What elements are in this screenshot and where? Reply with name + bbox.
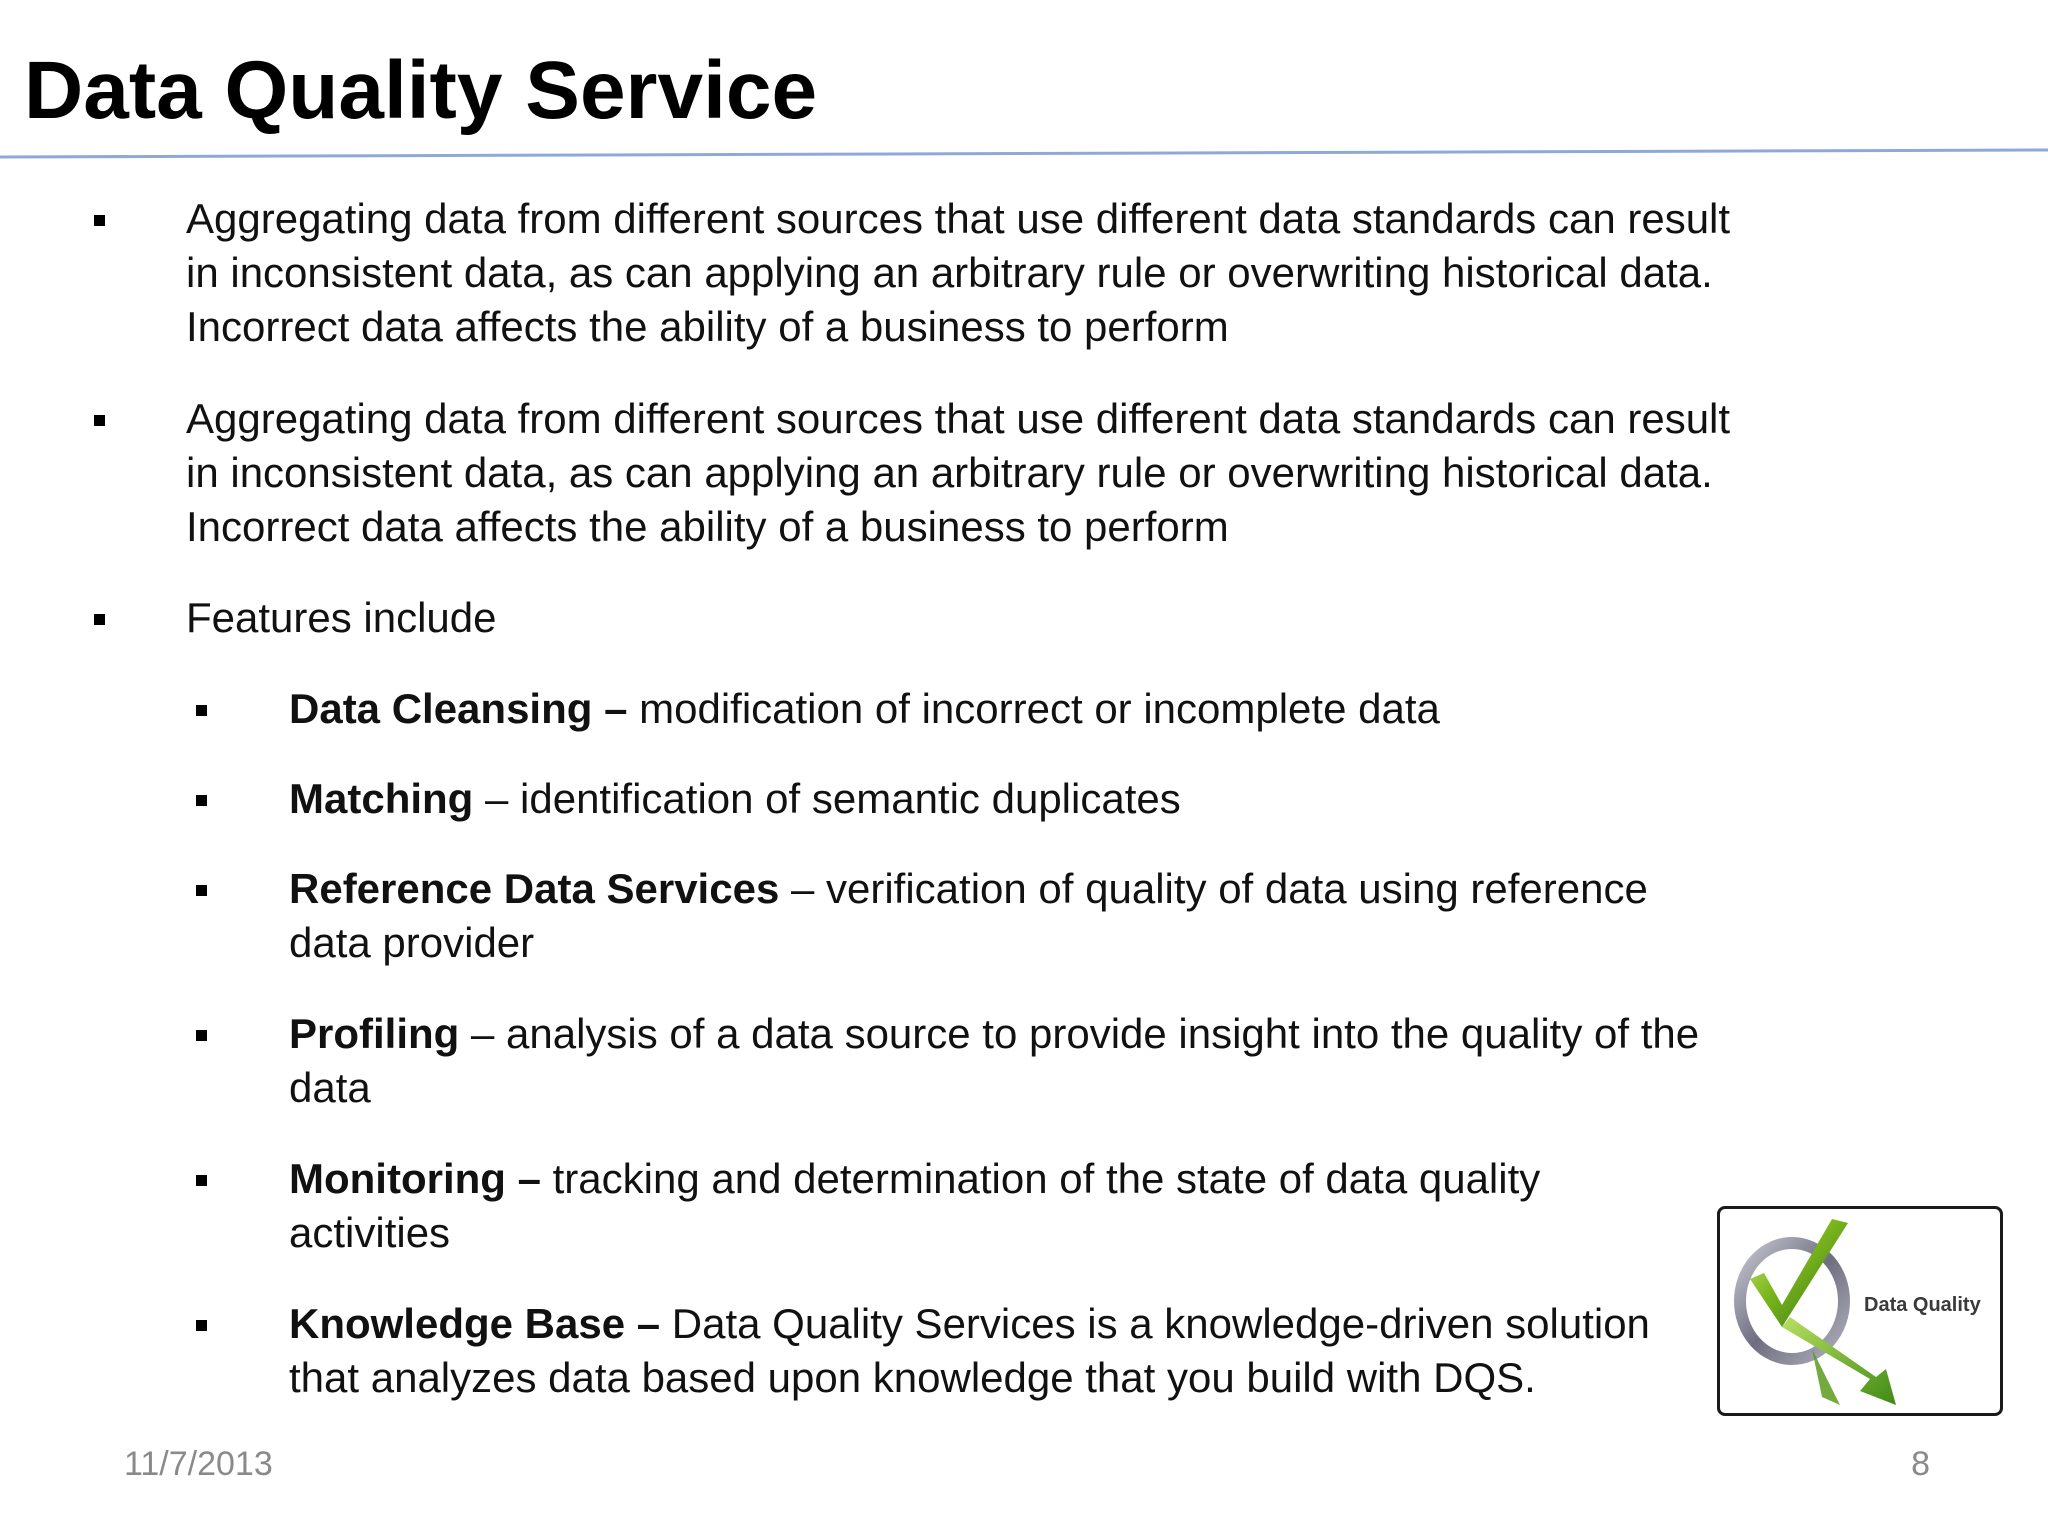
- bullet-text: Aggregating data from different sources that use different data standards can result in inconsistent data, as can applying an arbitrary rule or overwriting historical data. Incorrect data affects the ability of a business to perform: [186, 195, 1731, 350]
- feature-item-data-cleansing: [289, 682, 1709, 736]
- feature-description: – analysis of a data source to provide insight into the quality of the data: [289, 1010, 1700, 1111]
- page-number: 8: [1911, 1445, 1930, 1483]
- bullet-marker: [94, 415, 105, 426]
- data-quality-logo: [1717, 1206, 2003, 1416]
- feature-item-knowledge-base: [289, 1297, 1689, 1405]
- feature-item-reference-data-services: [289, 862, 1709, 970]
- feature-term: Reference Data Services: [289, 865, 780, 912]
- footer-date: 11/7/2013: [124, 1445, 273, 1483]
- bullet-marker: [196, 705, 207, 716]
- feature-term: Data Cleansing –: [289, 685, 628, 732]
- feature-term: Knowledge Base –: [289, 1300, 661, 1347]
- bullet-item: [186, 392, 1766, 554]
- bullet-marker: [196, 885, 207, 896]
- logo-label: Data Quality: [1864, 1294, 1981, 1316]
- feature-description: tracking and determination of the state of data quality activities: [289, 1155, 1541, 1256]
- bullet-text: Aggregating data from different sources that use different data standards can result in inconsistent data, as can applying an arbitrary rule or overwriting historical data. Incorrect data affects the ability of a business to perform: [186, 395, 1731, 550]
- feature-item-matching: [289, 772, 1709, 826]
- feature-description: modification of incorrect or incomplete data: [627, 685, 1440, 732]
- feature-term: Monitoring –: [289, 1155, 541, 1202]
- bullet-text: Features include: [186, 594, 497, 641]
- slide-title: Data Quality Service: [24, 45, 818, 136]
- feature-description: Data Quality Services is a knowledge-driven solution that analyzes data based upon knowledge that you build with DQS.: [289, 1300, 1650, 1401]
- bullet-marker: [196, 1320, 207, 1331]
- bullet-item: [186, 192, 1766, 354]
- feature-item-profiling: [289, 1007, 1759, 1115]
- bullet-item: [186, 591, 1766, 645]
- bullet-marker: [196, 795, 207, 806]
- bullet-marker: [94, 614, 105, 625]
- feature-description: – verification of quality of data using reference data provider: [289, 865, 1648, 966]
- bullet-marker: [94, 215, 105, 226]
- feature-term: Profiling: [289, 1010, 460, 1057]
- feature-term: Matching: [289, 775, 474, 822]
- feature-item-monitoring: [289, 1152, 1709, 1260]
- bullet-marker: [196, 1030, 207, 1041]
- bullet-marker: [196, 1175, 207, 1186]
- feature-description: – identification of semantic duplicates: [473, 775, 1181, 822]
